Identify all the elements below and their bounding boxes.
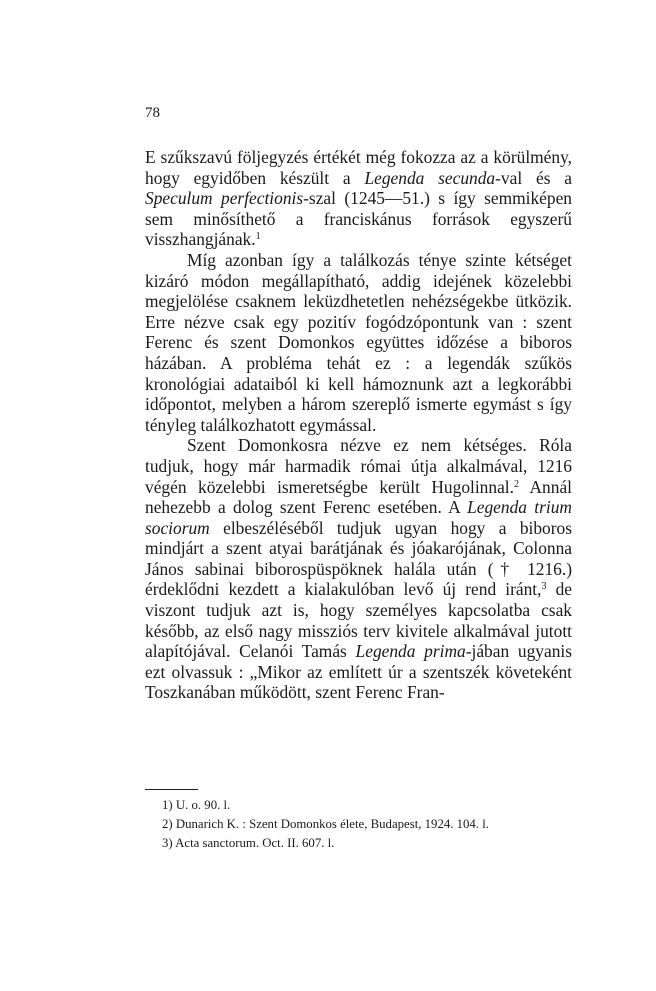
footnote-reference: 3 [541, 581, 547, 593]
footnote-rule [145, 789, 198, 790]
text-run: Annál nehezebb a dolog szent Ferenc esetében. A [145, 476, 573, 518]
text-run: de viszont tudjuk azt is, hogy személyes kapcsolatba csak később, az első nagy missziós terv kivitele alkalmával jutott alapítójával. Celanói Tamás [145, 579, 573, 662]
paragraph [145, 250, 572, 435]
footnote [145, 834, 572, 853]
text-run: -val és a [495, 167, 572, 188]
paragraph [145, 435, 572, 703]
footnote-text: Dunarich K. : Szent Domonkos élete, Budapest, 1924. 104. l. [172, 817, 489, 831]
text-run: Szent Domonkosra nézve ez nem kétséges. Róla tudjuk, hogy már harmadik római útja alkalmával, 1216 végén közelebbi ismeretségbe került Hugolinnal. [145, 435, 572, 497]
paragraph [145, 147, 572, 250]
footnote-text: U. o. 90. l. [172, 798, 231, 812]
footnote-mark: 3) [162, 836, 173, 850]
footnote-text: Acta sanctorum. Oct. II. 607. l. [172, 836, 335, 850]
text-run: E szűkszavú följegyzés értékét még fokozza az a körülmény, hogy egyidőben készült a [145, 147, 572, 188]
footnotes [145, 796, 572, 853]
footnote-mark: 1) [162, 798, 173, 812]
italic-text: Legenda secunda [364, 167, 496, 188]
text-run: -jában ugyanis ezt olvassuk : „Mikor az említett úr a szentszék követeként Toszkanában működött, szent Ferenc Fran- [145, 641, 572, 703]
footnote-reference: 2 [513, 478, 519, 490]
italic-text: Legenda trium sociorum [145, 497, 572, 538]
footnote-mark: 2) [162, 817, 173, 831]
text-run: elbeszéléséből tudjuk ugyan hogy a biboros mindjárt a szent atyai barátjának és jóakarójának, Colonna János sabinai biborospüspöknek halála után († 1216.) érdeklődni kezdett a kialakulóban levő új rend iránt, [145, 517, 572, 600]
italic-text: Legenda prima [355, 641, 466, 662]
text-run: Míg azonban így a találkozás ténye szinte kétséget kizáró módon megállapítható, addig idejének közelebbi megjelölése csaknem leküzdhetetlen nehézségekbe ütközik. Erre nézve csak egy pozitív fogódzópontunk van : szent Ferenc és szent Domonkos együttes időzése a biboros házában. A probléma tehát ez : a legendák szűkös kronológiai adataiból ki kell hámoznunk azt a legkorábbi időpontot, melyben a három szereplő ismerte egymást s így tényleg találkozhatott egymással. [145, 249, 572, 435]
footnote [145, 815, 572, 834]
page-number: 78 [145, 105, 160, 121]
footnote [145, 796, 572, 815]
body-text [145, 147, 572, 703]
italic-text: Speculum perfectionis [145, 188, 304, 209]
footnote-reference: 1 [255, 231, 261, 243]
text-run: -szal (1245—51.) s így semmiképen sem minősíthető a franciskánus források egyszerű visszhangjának. [145, 188, 573, 250]
